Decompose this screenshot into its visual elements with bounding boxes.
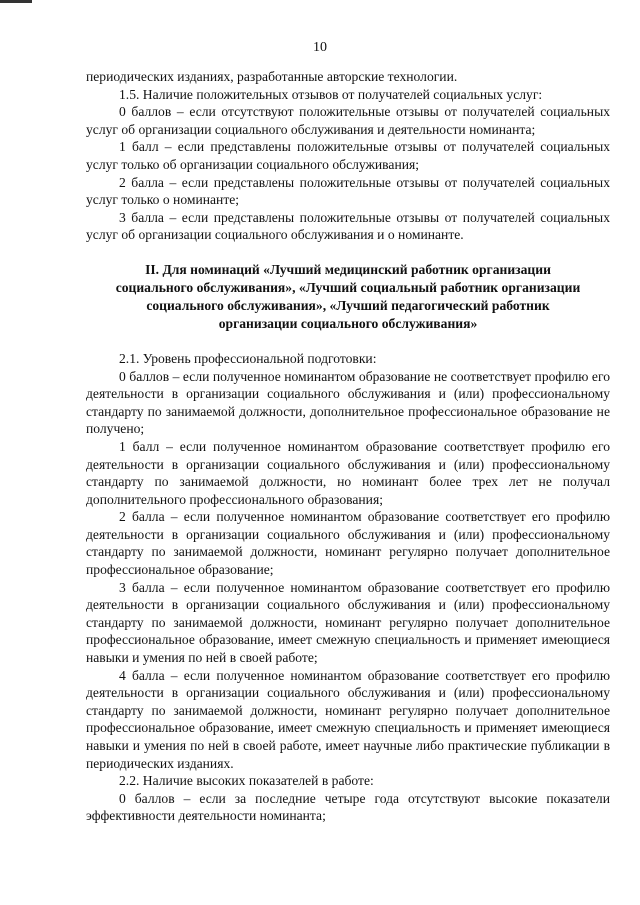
paragraph-score-3: 3 балла – если полученное номинантом образование соответствует его профилю деятельности в организации социального обслуживания и (или) профессиональному стандарту по занимаемой должности, номинант регулярно получает дополнительное профессиональное образование, имеет смежную специальность и применяет имеющиеся навыки и умения по ней в своей работе; (86, 579, 610, 666)
paragraph-score-2: 2 балла – если полученное номинантом образование соответствует его профилю деятельности в организации социального обслуживания и (или) профессиональному стандарту по занимаемой должности, номинант регулярно получает дополнительное профессиональное образование; (86, 509, 610, 578)
paragraph-score-0: 0 баллов – если полученное номинантом образование не соответствует профилю его деятельности в организации социального обслуживания и (или) профессиональному стандарту по занимаемой должности, дополнительное профессиональное образование не получено; (86, 368, 610, 437)
paragraph-score-4: 4 балла – если полученное номинантом образование соответствует его профилю деятельности в организации социального обслуживания и (или) профессиональному стандарту по занимаемой должности, номинант регулярно получает дополнительное профессиональное образование, имеет смежную специальность и применяет имеющиеся навыки и умения по ней в своей работе, имеет научные либо практические публикации в периодических изданиях. (86, 667, 610, 771)
page-number: 10 (313, 40, 327, 55)
document-body (86, 68, 610, 825)
paragraph-score-1: 1 балл – если полученное номинантом образование соответствует профилю его деятельности в организации социального обслуживания и (или) профессиональному стандарту по занимаемой должности, но номинант более трех лет не получал дополнительного профессионального образования; (86, 438, 610, 507)
paragraph-score-0: 0 баллов – если за последние четыре года отсутствуют высокие показатели эффективности деятельности номинанта; (86, 790, 610, 824)
scan-corner-mark (0, 0, 32, 3)
paragraph-score-2: 2 балла – если представлены положительные отзывы от получателей социальных услуг только о номинанте; (86, 174, 610, 208)
paragraph-criterion-2-2: 2.2. Наличие высоких показателей в работе: (119, 773, 374, 789)
paragraph-score-0: 0 баллов – если отсутствуют положительные отзывы от получателей социальных услуг об организации социального обслуживания и деятельности номинанта; (86, 104, 610, 137)
paragraph-continuation: периодических изданиях, разработанные авторские технологии. (86, 69, 458, 84)
paragraph-criterion-1-5: 1.5. Наличие положительных отзывов от получателей социальных услуг: (119, 86, 543, 102)
paragraph-criterion-2-1: 2.1. Уровень профессиональной подготовки: (119, 350, 377, 366)
paragraph-score-1: 1 балл – если представлены положительные отзывы от получателей социальных услуг только об организации социального обслуживания; (86, 139, 610, 172)
paragraph-score-3: 3 балла – если представлены положительные отзывы от получателей социальных услуг об организации социального обслуживания и о номинанте. (86, 209, 610, 243)
section-heading: II. Для номинаций «Лучший медицинский работник организации социального обслуживания», «Лучший социальный работник организации социального обслуживания», «Лучший педагогический работник организации социального обслуживания» (115, 261, 581, 331)
